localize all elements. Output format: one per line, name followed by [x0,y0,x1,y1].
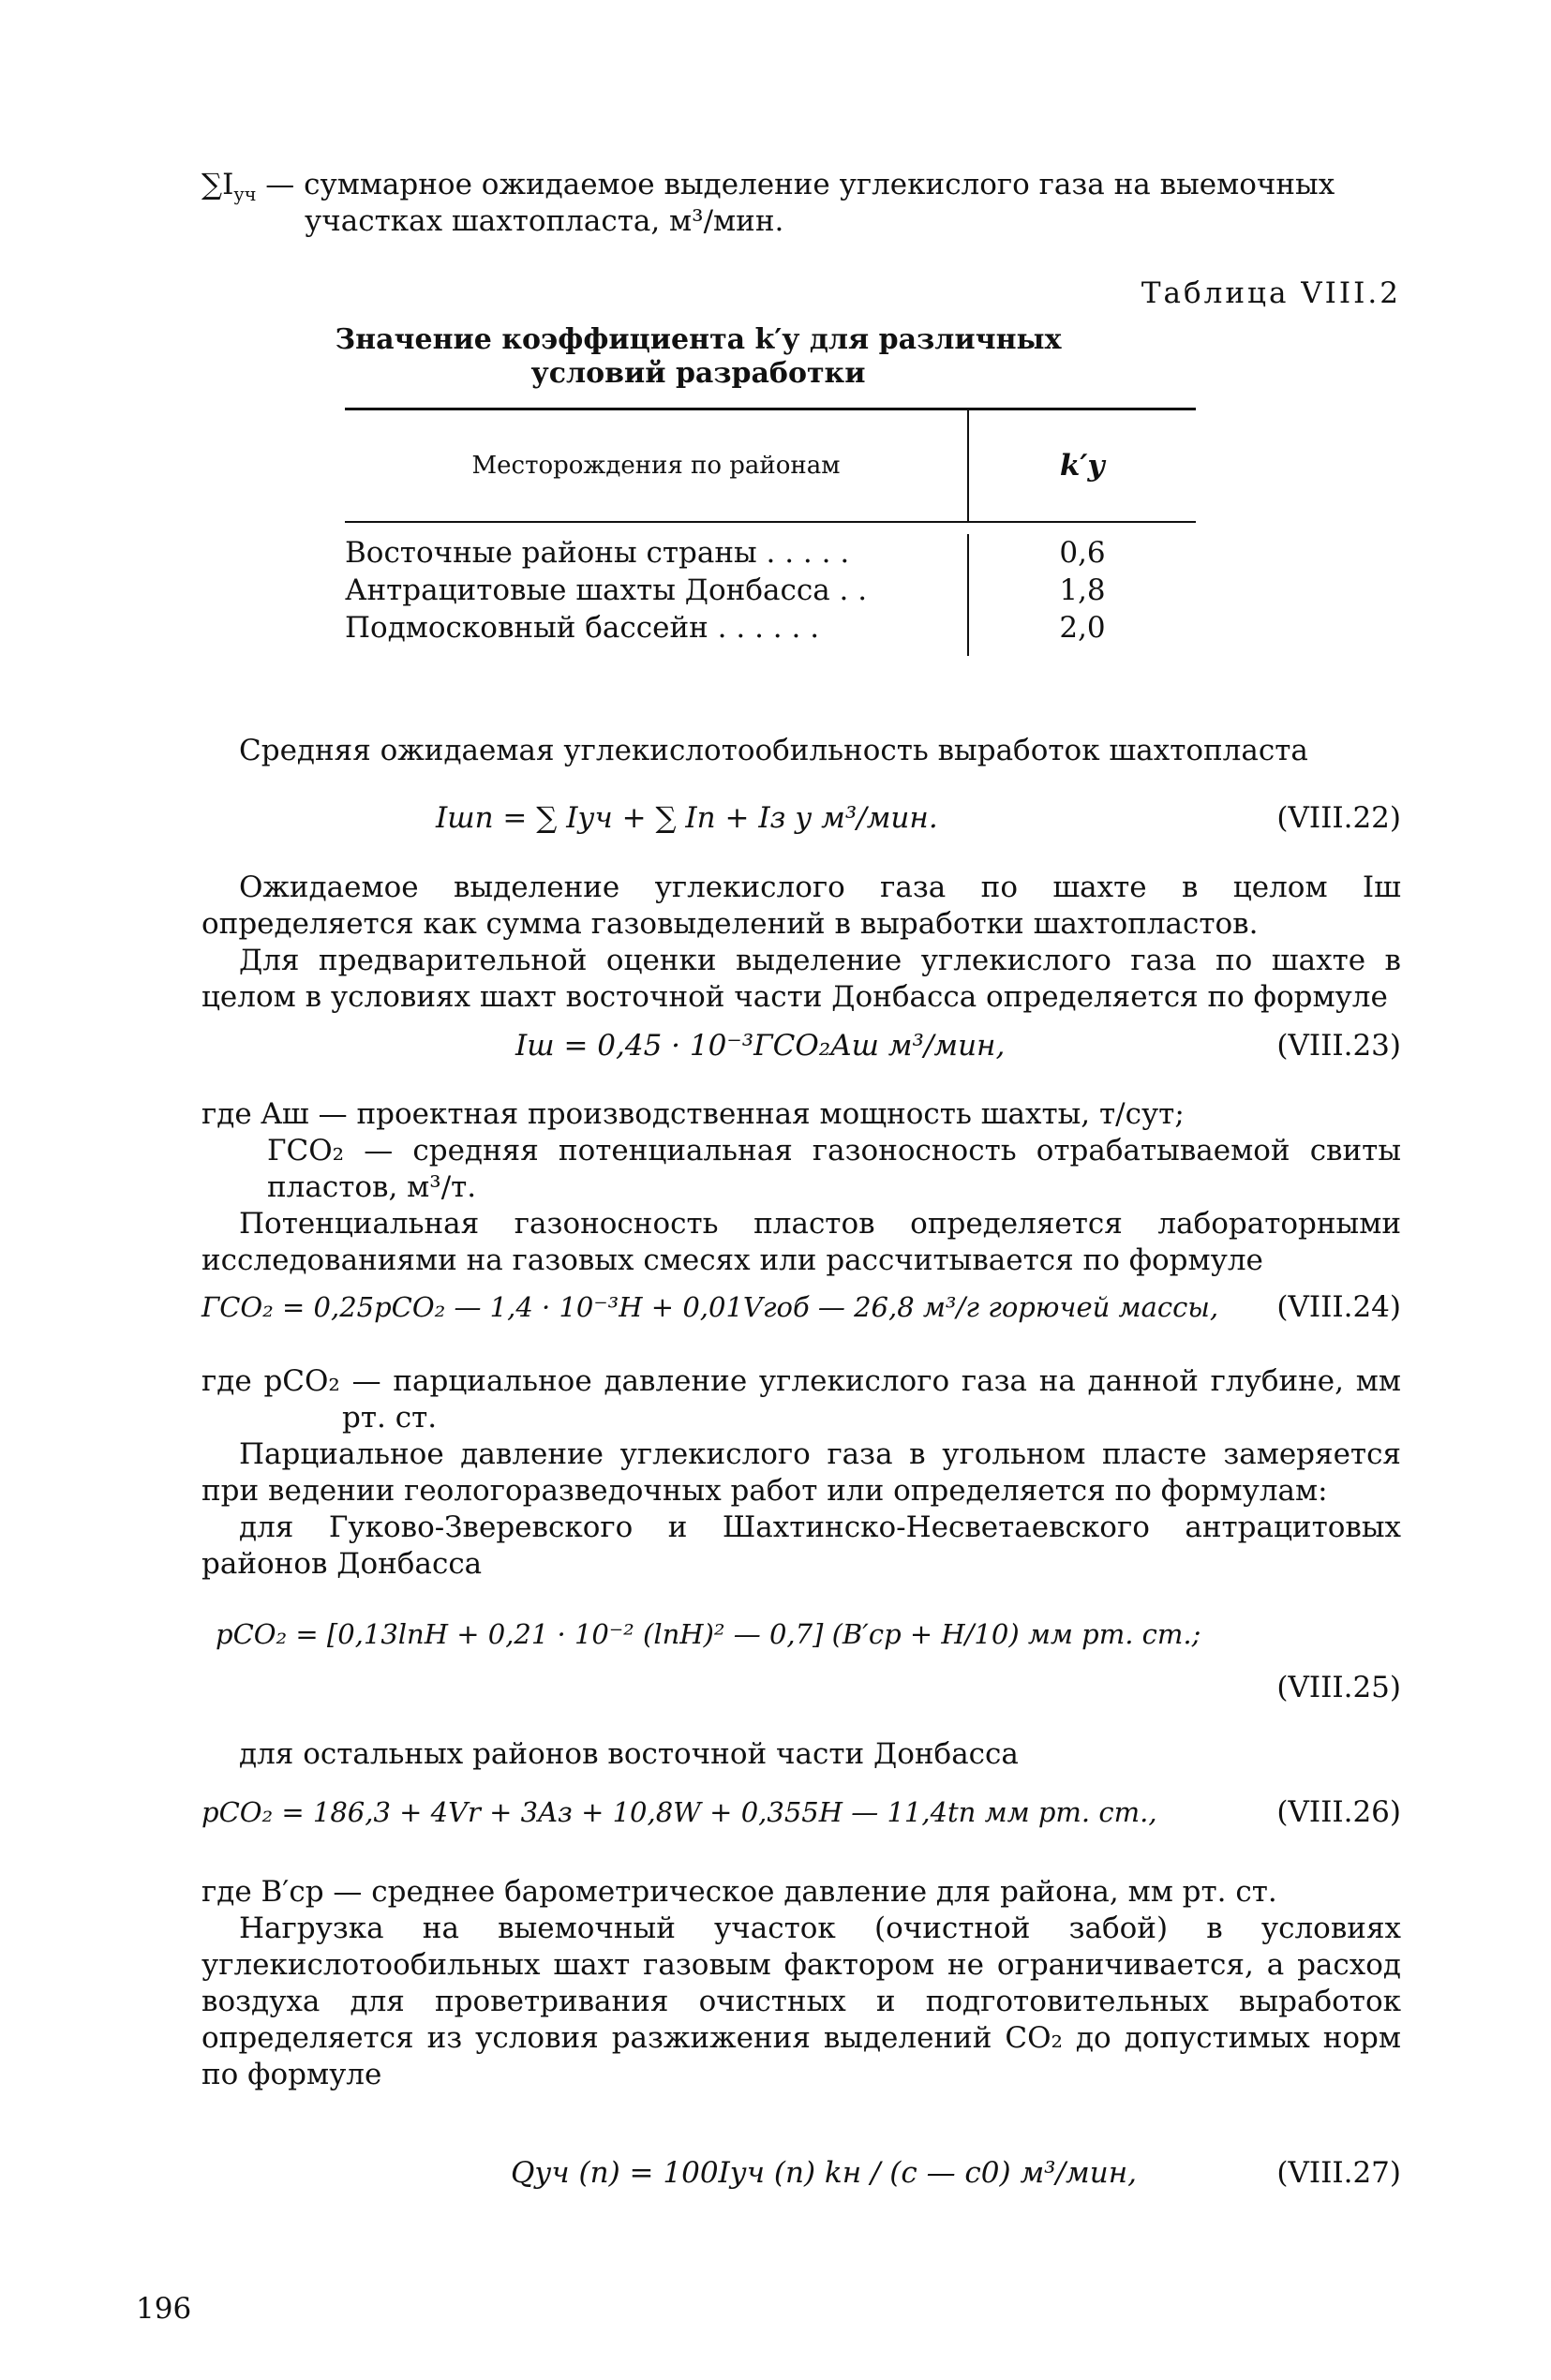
formula-viii-22 [201,800,1401,841]
formula-expression: pCO₂ = [0,13lпH + 0,21 · 10⁻² (lпH)² — 0,7] (B′ср + H/10) мм рт. ст.; [216,1618,1201,1650]
where-clause-3: где pCO₂ — парциальное давление углекислого газа на данной глубине, мм рт. ст. [201,1364,1401,1435]
table-cell-value: 2,0 [1059,611,1106,645]
table-cell-value: 0,6 [1059,536,1106,570]
table-header-region: Месторождения по районам [345,410,969,521]
table-title: Значение коэффициента k′у для различных условий разработки [335,323,1062,390]
table-row: Восточные районы страны . . . . . [345,536,850,570]
table-number: Таблица VIII.2 [1141,276,1401,310]
formula-expression: Iш = 0,45 · 10⁻³ГCO₂Aш м³/мин, [515,1029,1006,1063]
formula-expression: pCO₂ = 186,3 + 4Vr + 3Aз + 10,8W + 0,355H — 11,4tп мм рт. ст., [201,1796,1157,1828]
formula-viii-27 [201,2155,1401,2196]
paragraph-2: Ожидаемое выделение углекислого газа по шахте в целом Iш определяется как сумма газовыделений в выработки шахтопластов. [201,870,1401,941]
formula-number: (VIII.27) [1276,2156,1401,2190]
table-row: Антрацитовые шахты Донбасса . . [345,573,868,607]
formula-viii-26 [201,1794,1401,1836]
page-number: 196 [136,2292,192,2326]
table-values [969,534,1196,656]
formula-number: (VIII.23) [1276,1029,1401,1063]
formula-expression: Qуч (п) = 100Iуч (п) kн / (c — c0) м³/мин, [511,2156,1137,2190]
formula-number: (VIII.24) [1276,1290,1401,1324]
paragraph-4: Потенциальная газоносность пластов определяется лабораторными исследованиями на газовых смесях или рассчитывается по формуле [201,1207,1401,1277]
where-clause-2: ГCO₂ — средняя потенциальная газоносность отрабатываемой свиты пластов, м³/т. [267,1134,1401,1204]
formula-number: (VIII.26) [1276,1795,1401,1829]
formula-viii-23 [201,1028,1401,1069]
paragraph-7: для остальных районов восточной части Донбасса [239,1737,1019,1771]
coefficient-table [345,408,1196,656]
formula-expression: Iшп = ∑ Iуч + ∑ Iп + Iз у м³/мин. [436,801,938,835]
formula-viii-25 [201,1616,1401,1658]
table-row: Подмосковный бассейн . . . . . . [345,611,820,645]
paragraph-8: Нагрузка на выемочный участок (очистной забой) в условиях углекислотообильных шахт газовым фактором не ограничивается, а расход воздуха для проветривания очистных и подготовительных выработок определяется из условия разжижения выделений CO₂ до допустимых норм по формуле [201,1911,1401,2091]
formula-expression: ГCO₂ = 0,25pCO₂ — 1,4 · 10⁻³H + 0,01Vгоб — 26,8 м³/г горючей массы, [201,1291,1219,1323]
table-cell-value: 1,8 [1059,573,1106,607]
sum-symbol: $\sum I_{уч}$ [201,168,257,206]
paragraph-6: для Гуково-Зверевского и Шахтинско-Несветаевского антрацитовых районов Донбасса [201,1510,1401,1581]
intro-definition: $\sum I_{уч}$ — суммарное ожидаемое выделение углекислого газа на выемочных участках шахтопласта, м³/мин. [201,168,1335,238]
table-header-coefficient: k′у [1059,448,1106,483]
formula-number: (VIII.25) [1276,1671,1401,1704]
formula-number: (VIII.22) [1276,801,1401,835]
where-clause-4: где B′ср — среднее барометрическое давление для района, мм рт. ст. [201,1875,1277,1909]
formula-viii-24 [201,1289,1401,1331]
where-clause-1: где Aш — проектная производственная мощность шахты, т/сут; [201,1097,1185,1131]
paragraph-1: Средняя ожидаемая углекислотообильность выработок шахтопласта [239,734,1308,767]
table-regions [345,534,969,656]
paragraph-3: Для предварительной оценки выделение углекислого газа по шахте в целом в условиях шахт восточной части Донбасса определяется по формуле [201,944,1401,1014]
paragraph-5: Парциальное давление углекислого газа в угольном пласте замеряется при ведении геологоразведочных работ или определяется по формулам: [201,1437,1401,1508]
